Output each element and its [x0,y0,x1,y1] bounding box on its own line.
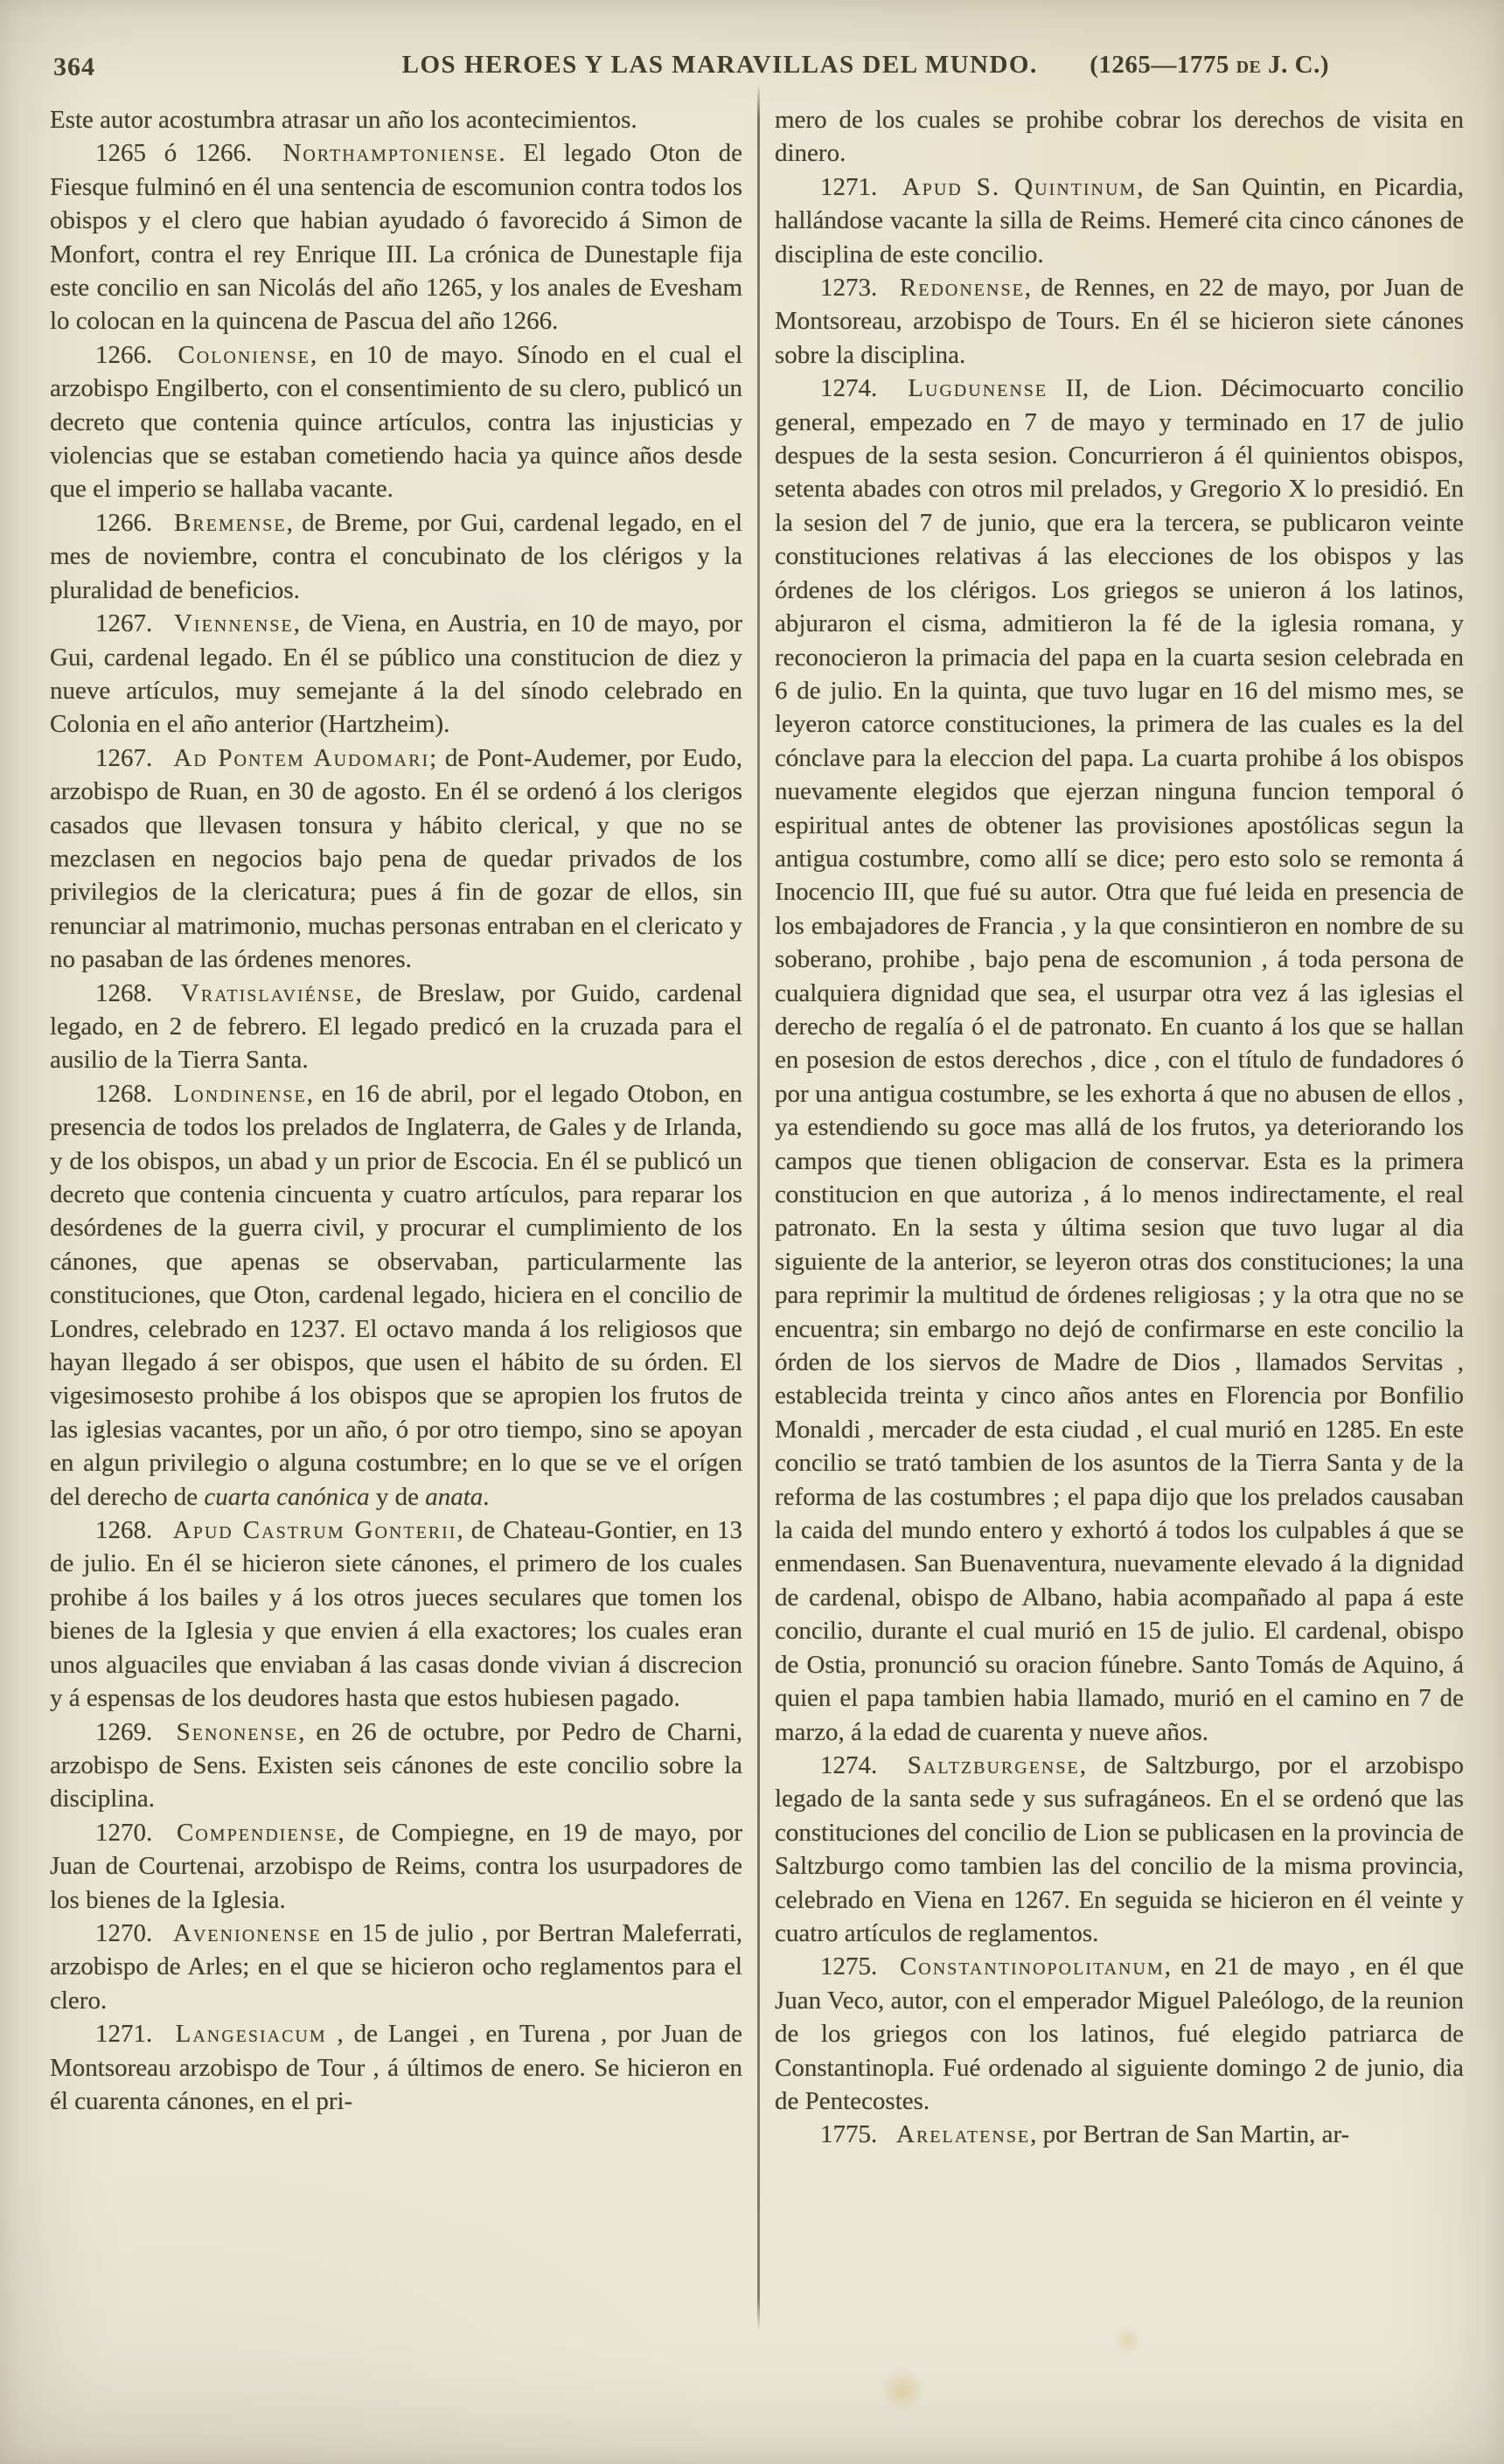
paragraph [775,103,1464,171]
paragraph [50,1077,742,1514]
paragraph [50,2017,742,2118]
text-run: , de Breme, por Gui, cardenal legado, en el mes de noviembre, contra el concubinato de los clérigos y la pluralidad de beneficios. [50,508,742,604]
paragraph [50,741,742,977]
text-run: 1271. [95,2020,176,2049]
paragraph [50,1514,742,1715]
right-column [775,103,1464,2412]
text-run: 1270. [95,1918,173,1947]
text-run: 1267. [95,743,174,772]
council-name: Saltzburgense [907,1751,1080,1779]
text-run: cuarta canónica [204,1482,370,1511]
council-name: Vratislaviénse [180,978,356,1007]
page-number: 364 [53,52,95,81]
paragraph [775,2118,1464,2151]
text-run: en 15 de julio , por Bertran Maleferrati, arzobispo de Arles; en el que se hicieron ocho reglamentos para el clero. [50,1918,742,2015]
text-run: . [483,1482,490,1511]
text-run: 1274. [820,1751,908,1779]
council-name: Coloniense [178,340,310,369]
text-run: 1275. [820,1952,900,1981]
paragraph [50,506,742,607]
text-run: , en 16 de abril, por el legado Otobon, en presencia de todos los prelados de Inglaterra, de Gales y de Irlanda, y de los obispos, un abad y un prior de Escocia. En él se publicó un decreto que contenia cincuenta y cuatro artículos, para reparar los desórdenes de la guerra civil, y procurar el cumplimiento de los cánones, que apenas se observaban, particularmente las constituciones, que Oton, cardenal legado, hiciera en el concilio de Londres, celebrado en 1237. El octavo manda á los religiosos que hayan llegado á ser obispos, que usen el hábito de su órden. El vigesimosesto prohibe á los obispos que se apropien los frutos de las iglesias vacantes, por un año, ó por otro tiempo, sino se apoyan en algun privilegio o alguna costumbre; en lo que se ve el orígen del derecho de [50,1079,742,1511]
council-name: Viennense [173,609,294,638]
paragraph [50,136,742,338]
text-run: . El legado Oton de Fiesque fulminó en él una sentencia de escomunion contra todos los obispos y el clero que habian ayudado ó favorecido á Simon de Monfort, contra el rey Enrique III. La crónica de Dunestaple fija este concilio en san Nicolás del año 1265, y los anales de Evesham lo colocan en la quincena de Pascua del año 1266. [50,139,742,336]
text-run: ; de Pont-Audemer, por Eudo, arzobispo de Ruan, en 30 de agosto. En él se ordenó á los clerigos casados que llevasen tonsura y hábito clerical, y que no se mezclasen en negocios bajo pena de quedar privados de los privilegios de la clericatura; pues á fin de gozar de ellos, sin renunciar al matrimonio, muchas personas entraban en el clericato y no pasaban de las órdenes menores. [50,743,742,974]
text-run: , de Compiegne, en 19 de mayo, por Juan de Courtenai, arzobispo de Reims, contra los usurpadores de los bienes de la Iglesia. [50,1818,742,1914]
council-name: Apud Castrum Gonterii [172,1516,457,1545]
paragraph [50,977,742,1077]
text-run: 1266. [95,340,178,369]
text-run: 1273. [820,274,900,303]
council-name: Avenionense [173,1918,322,1947]
date-range: (1265—1775 de J. C.) [1090,51,1329,79]
text-run: 1274. [820,374,909,403]
text-run: , de Viena, en Austria, en 10 de mayo, por Gui, cardenal legado. En él se público una constitucion de diez y nueve artículos, muy semejante á la del sínodo celebrado en Colonia en el año anterior (Hartzheim). [50,609,742,739]
text-run: , por Bertran de San Martin, ar- [1030,2120,1350,2149]
running-title: LOS HEROES Y LAS MARAVILLAS DEL MUNDO. [401,51,1038,79]
text-run: II, de Lion. Décimocuarto concilio general, empezado en 7 de mayo y terminado en 17 de julio despues de la sesta sesion. Concurrieron á él quinientos obispos, setenta abades con otros mil prelados, y Gregorio X lo presidió. En la sesion del 7 de junio, que era la tercera, se publicaron veinte constituciones relativas á las elecciones de los obispos y las órdenes de los clérigos. Los griegos se unieron á los latinos, abjuraron el cisma, admitieron la fé de la iglesia romana, y reconocieron la primacia del papa en la cuarta sesion celebrada en 6 de julio. En la quinta, que tuvo lugar en 16 del mismo mes, se leyeron catorce constituciones, la primera de las cuales es la del cónclave para la eleccion del papa. La cuarta prohibe á los obispos nuevamente elegidos que ejerzan ninguna funcion temporal ó espiritual antes de obtener las provisiones apostólicas segun la antigua costumbre, como allí se dice; pero esto solo se remonta á Inocencio III, que fué su autor. Otra que fué leida en presencia de los embajadores de Francia , y la que consintieron en nombre de su soberano, prohibe , bajo pena de escomunion , á toda persona de cualquiera dignidad que sea, el usurpar otra vez á las iglesias el derecho de regalía ó el de patronato. En cuanto á los que se hallan en posesion de estos derechos , dice , con el título de fundadores ó por una antigua costumbre, se les exhorta á que no abusen de ellos , ya estendiendo su goce mas allá de los frutos, ya deteriorando los campos que tienen obligacion de conservar. Esta es la primera constitucion en que autoriza , á lo menos indirectamente, el real patronato. En la sesta y última sesion que tuvo lugar al dia siguiente de la anterior, se leyeron otras dos constituciones; la una para reprimir la multitud de órdenes religiosas ; y la otra que no se encuentra; sin embargo no dejó de confirmarse en este concilio la órden de los siervos de Madre de Dios , llamados Servitas , establecida treinta y cinco años antes en Florencia por Bonfilio Monaldi , mercader de esta ciudad , el cual murió en 1285. En este concilio se trató tambien de los asuntos de la Tierra Santa y de la reforma de las costumbres ; el papa dijo que los prelados causaban la caida del mundo entero y exhortó á todos los culpables á que se enmendasen. San Buenaventura, nuevamente elevado á la dignidad de cardenal, obispo de Albano, habia acompañado al papa á este concilio, durante el cual murió en 15 de julio. El cardenal, obispo de Ostia, pronunció su oracion fúnebre. Santo Tomás de Aquino, á quien el papa tambien habia llamado, murió en el camino en 7 de marzo, á la edad de cuarenta y nueve años. [775,374,1464,1746]
text-run: 1271. [820,172,902,201]
text-run: , de Langei , en Turena , por Juan de Montsoreau arzobispo de Tour , á últimos de enero. Se hicieron en él cuarenta cánones, en el pri- [50,2020,742,2115]
text-run: , de Saltzburgo, por el arzobispo legado de la santa sede y sus sufragáneos. En el se ordenó que las constituciones del concilio de Lion se publicasen en la provincia de Saltzburgo como tambien las del concilio de la misma provincia, celebrado en Viena en 1267. En seguida se hicieron en él veinte y cuatro artículos de reglamentos. [775,1751,1464,1947]
paragraph [50,1917,742,2017]
text-run: mero de los cuales se prohibe cobrar los derechos de visita en dinero. [775,106,1464,168]
left-column [50,103,742,2412]
paragraph [50,1816,742,1917]
text-run: 1268. [95,978,181,1007]
council-name: Arelatense [896,2120,1031,2149]
text-run: , en 10 de mayo. Sínodo en el cual el arzobispo Engilberto, con el consentimiento de su clero, publicó un decreto que contenia quince artículos, contra las injusticias y violencias que se estaban cometiendo hacia ya quince años desde que el imperio se hallaba vacante. [50,340,742,504]
council-name: Ad Pontem Audomari [173,743,430,772]
council-name: Compendiense [177,1818,338,1847]
council-name: Apud S. Quintinum [902,172,1138,201]
council-name: Londinense [173,1079,307,1108]
council-name: Lugdunense [908,374,1048,403]
paragraph [775,271,1464,372]
council-name: Senonense [176,1717,299,1746]
text-run: , en 26 de octubre, por Pedro de Charni, arzobispo de Sens. Existen seis cánones de este concilio sobre la disciplina. [50,1717,742,1813]
text-run: y de [369,1482,426,1511]
text-run: 1269. [95,1717,177,1746]
paragraph [775,372,1464,1749]
column-divider [757,84,760,2331]
text-run: 1265 ó 1266. [95,139,283,168]
paragraph [50,103,742,136]
council-name: Constantinopolitanum [899,1952,1165,1981]
council-name: Bremense [173,508,287,537]
paragraph [50,338,742,506]
paragraph [775,1749,1464,1950]
paragraph [50,607,742,741]
text-run: 1268. [95,1516,173,1545]
text-run: , de San Quintin, en Picardia, hallándose vacante la silla de Reims. Hemeré cita cinco cánones de disciplina de este concilio. [775,172,1464,268]
text-run: Este autor acostumbra atrasar un año los acontecimientos. [50,106,637,134]
paragraph [775,1950,1464,2118]
paragraph [50,1716,742,1816]
text-run: , de Breslaw, por Guido, cardenal legado, en 2 de febrero. El legado predicó en la cruzada para el ausilio de la Tierra Santa. [50,978,742,1075]
text-run: 1270. [95,1818,178,1847]
text-run: 1775. [820,2120,896,2149]
council-name: Northamptoniense [282,139,499,168]
text-run: , en 21 de mayo , en él que Juan Veco, autor, con el emperador Miguel Paleólogo, de la reunion de los griegos con los latinos, fué elegido patriarca de Constantinopla. Fué ordenado al siguiente domingo 2 de junio, dia de Pentecostes. [775,1952,1464,2115]
text-run: , de Chateau-Gontier, en 13 de julio. En él se hicieron siete cánones, el primero de los cuales prohibe á los bailes y á los otros jueces seculares que tomen los bienes de la Iglesia y que envien á ella exactores; los cuales eran unos alguaciles que enviaban á las casas donde vivian á discrecion y á espensas de los deudores hasta que estos hubiesen pagado. [50,1516,742,1713]
text-run: 1266. [95,508,174,537]
page-header [50,49,1460,87]
paragraph [775,171,1464,271]
council-name: Redonense [899,274,1025,303]
text-run: , de Rennes, en 22 de mayo, por Juan de Montsoreau, arzobispo de Tours. En él se hicieron siete cánones sobre la disciplina. [775,274,1464,369]
text-run: 1267. [95,609,174,638]
text-run: 1268. [95,1079,174,1108]
council-name: Langesiacum [175,2020,327,2049]
text-run: anata [425,1482,484,1511]
